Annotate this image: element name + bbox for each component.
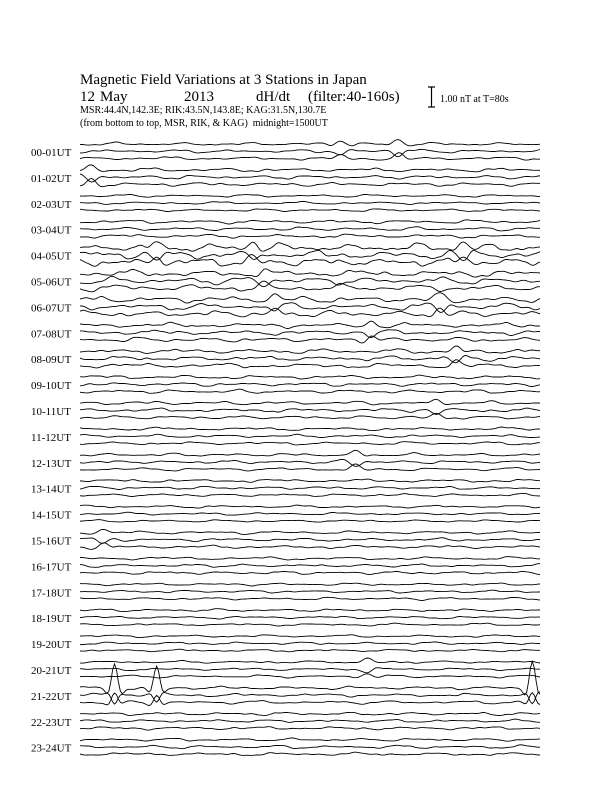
hour-label-22-23UT: 22-23UT xyxy=(31,716,72,729)
trace-09-10UT-RIK xyxy=(80,383,540,387)
trace-02-03UT-KAG xyxy=(80,194,540,197)
trace-00-01UT-MSR xyxy=(80,153,540,160)
trace-22-23UT-MSR xyxy=(80,727,540,730)
hour-label-23-24UT: 23-24UT xyxy=(31,742,72,755)
hour-label-21-22UT: 21-22UT xyxy=(31,690,72,703)
trace-01-02UT-KAG xyxy=(80,165,540,172)
trace-11-12UT-MSR xyxy=(80,442,540,445)
trace-02-03UT-MSR xyxy=(80,209,540,212)
trace-04-05UT-KAG xyxy=(80,242,540,252)
trace-22-23UT-KAG xyxy=(80,712,540,715)
trace-09-10UT-MSR xyxy=(80,389,540,393)
trace-06-07UT-KAG xyxy=(80,293,540,303)
hour-label-19-20UT: 19-20UT xyxy=(31,639,72,652)
trace-18-19UT-RIK xyxy=(80,616,540,619)
trace-01-02UT-MSR xyxy=(80,179,540,187)
trace-16-17UT-MSR xyxy=(80,571,540,574)
month-label: May xyxy=(100,89,128,105)
trace-01-02UT-RIK xyxy=(80,174,540,182)
trace-20-21UT-MSR xyxy=(80,674,540,678)
trace-23-24UT-MSR xyxy=(80,752,540,755)
trace-05-06UT-MSR xyxy=(80,281,540,292)
trace-17-18UT-RIK xyxy=(80,590,540,593)
filter-label: (filter:40-160s) xyxy=(308,89,400,105)
trace-02-03UT-RIK xyxy=(80,201,540,204)
trace-11-12UT-RIK xyxy=(80,434,540,437)
trace-19-20UT-MSR xyxy=(80,649,540,652)
hour-label-11-12UT: 11-12UT xyxy=(31,431,71,444)
hour-label-16-17UT: 16-17UT xyxy=(31,561,72,574)
hour-label-13-14UT: 13-14UT xyxy=(31,483,72,496)
trace-18-19UT-KAG xyxy=(80,609,540,612)
trace-23-24UT-KAG xyxy=(80,738,540,741)
trace-00-01UT-KAG xyxy=(80,140,540,146)
trace-14-15UT-RIK xyxy=(80,512,540,515)
trace-10-11UT-RIK xyxy=(80,408,540,414)
trace-07-08UT-RIK xyxy=(80,330,540,338)
order-label: (from bottom to top, MSR, RIK, & KAG) xyxy=(80,118,248,129)
trace-19-20UT-RIK xyxy=(80,642,540,645)
hour-label-08-09UT: 08-09UT xyxy=(31,354,72,367)
trace-16-17UT-RIK xyxy=(80,564,540,568)
trace-08-09UT-KAG xyxy=(80,346,540,353)
trace-12-13UT-KAG xyxy=(80,450,540,456)
trace-12-13UT-RIK xyxy=(80,459,540,466)
year-label: 2013 xyxy=(184,89,214,105)
hour-label-10-11UT: 10-11UT xyxy=(31,406,71,418)
trace-03-04UT-RIK xyxy=(80,227,540,231)
hour-label-09-10UT: 09-10UT xyxy=(31,380,72,393)
trace-21-22UT-KAG xyxy=(80,661,540,695)
trace-23-24UT-RIK xyxy=(80,745,540,749)
trace-14-15UT-MSR xyxy=(80,520,540,523)
trace-10-11UT-MSR xyxy=(80,413,540,419)
trace-06-07UT-RIK xyxy=(80,303,540,313)
scale-label: 1.00 nT at T=80s xyxy=(440,94,509,105)
trace-07-08UT-MSR xyxy=(80,336,540,343)
trace-13-14UT-MSR xyxy=(80,493,540,496)
midnight-label: midnight=1500UT xyxy=(252,118,328,129)
trace-20-21UT-RIK xyxy=(80,668,540,673)
trace-00-01UT-RIK xyxy=(80,149,540,156)
trace-13-14UT-RIK xyxy=(80,486,540,489)
hour-label-04-05UT: 04-05UT xyxy=(31,250,72,263)
hour-label-02-03UT: 02-03UT xyxy=(31,198,72,211)
trace-05-06UT-KAG xyxy=(80,269,540,277)
trace-15-16UT-RIK xyxy=(80,538,540,544)
hour-label-14-15UT: 14-15UT xyxy=(31,509,72,522)
trace-09-10UT-KAG xyxy=(80,375,540,379)
hour-label-01-02UT: 01-02UT xyxy=(31,172,72,185)
trace-17-18UT-KAG xyxy=(80,583,540,586)
hour-label-05-06UT: 05-06UT xyxy=(31,276,72,289)
trace-18-19UT-MSR xyxy=(80,623,540,626)
trace-16-17UT-KAG xyxy=(80,557,540,560)
hour-label-03-04UT: 03-04UT xyxy=(31,224,72,237)
hour-label-00-01UT: 00-01UT xyxy=(31,147,72,159)
trace-20-21UT-KAG xyxy=(80,658,540,663)
trace-03-04UT-KAG xyxy=(80,220,540,224)
trace-12-13UT-MSR xyxy=(80,464,540,471)
hour-label-15-16UT: 15-16UT xyxy=(31,535,72,548)
trace-15-16UT-KAG xyxy=(80,529,540,534)
hour-label-12-13UT: 12-13UT xyxy=(31,457,72,470)
hour-label-20-21UT: 20-21UT xyxy=(31,665,72,677)
hour-label-06-07UT: 06-07UT xyxy=(31,302,72,315)
chart-title: Magnetic Field Variations at 3 Stations in Japan xyxy=(80,72,367,88)
trace-06-07UT-MSR xyxy=(80,308,540,317)
trace-07-08UT-KAG xyxy=(80,321,540,328)
quantity-label: dH/dt xyxy=(256,89,291,105)
trace-08-09UT-MSR xyxy=(80,360,540,368)
trace-15-16UT-MSR xyxy=(80,543,540,550)
day-label: 12 xyxy=(80,89,95,105)
trace-03-04UT-MSR xyxy=(80,234,540,238)
hour-label-07-08UT: 07-08UT xyxy=(31,328,72,341)
trace-17-18UT-MSR xyxy=(80,597,540,600)
hour-label-18-19UT: 18-19UT xyxy=(31,613,72,626)
trace-05-06UT-RIK xyxy=(80,276,540,286)
trace-22-23UT-RIK xyxy=(80,719,540,722)
trace-14-15UT-KAG xyxy=(80,505,540,508)
trace-04-05UT-MSR xyxy=(80,255,540,267)
trace-08-09UT-RIK xyxy=(80,356,540,363)
hour-label-17-18UT: 17-18UT xyxy=(31,587,72,600)
trace-11-12UT-KAG xyxy=(80,427,540,431)
trace-10-11UT-KAG xyxy=(80,399,540,405)
trace-04-05UT-RIK xyxy=(80,250,540,260)
trace-13-14UT-KAG xyxy=(80,479,540,482)
trace-19-20UT-KAG xyxy=(80,635,540,638)
station-coordinates: MSR:44.4N,142.3E; RIK:43.5N,143.8E; KAG:31.5N,130.7E xyxy=(80,105,327,116)
